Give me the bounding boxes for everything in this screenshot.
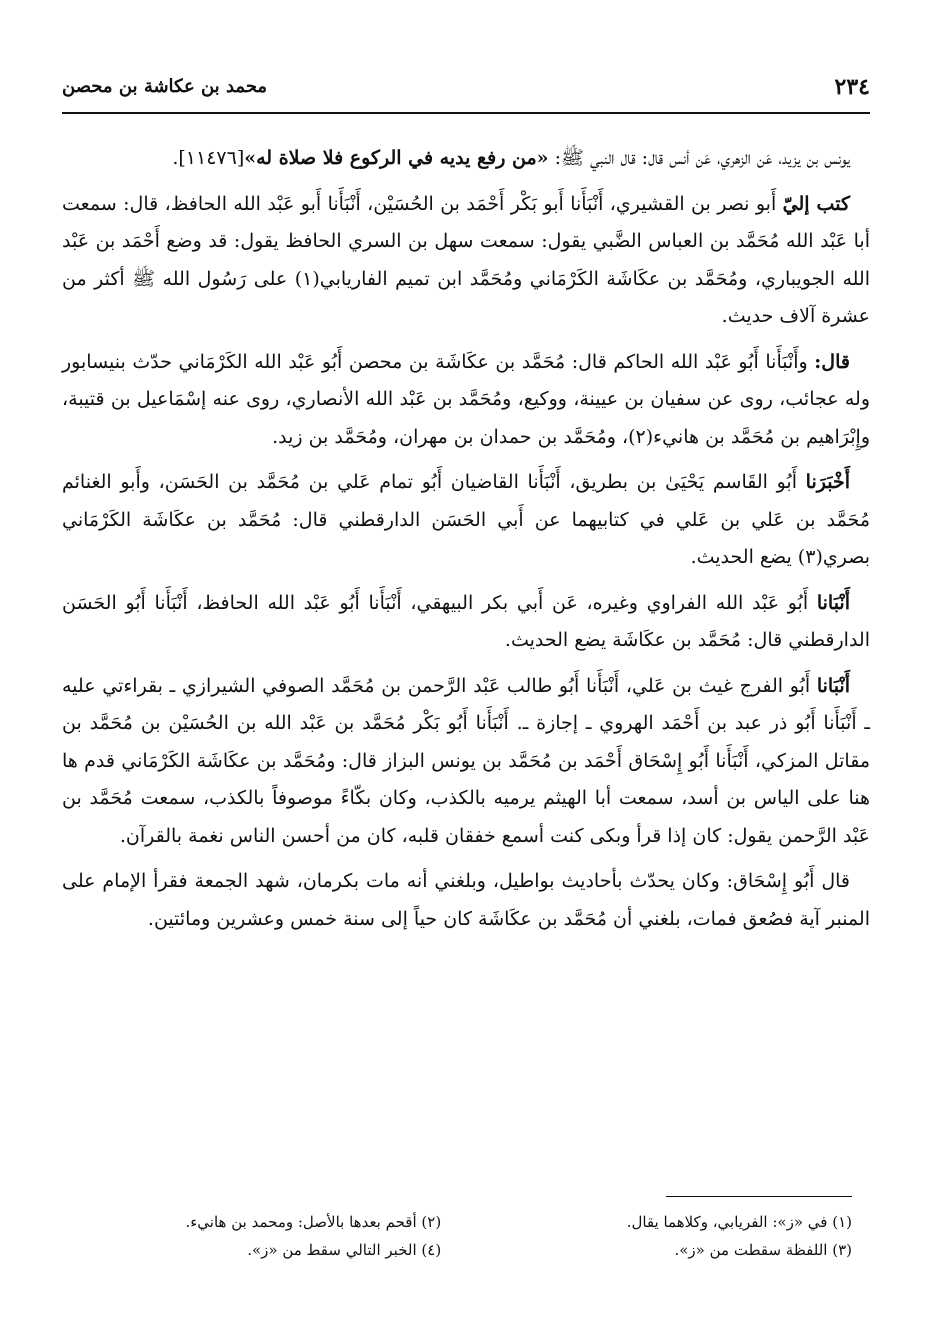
paragraph-text: أَبُو القَاسم يَحْيَىٰ بن بطريق، أَنْبَأَنا القاضيان أَبُو تمام عَلي بن مُحَمَّد بن الحَسَن، وأَبو الغنائم مُحَمَّد بن عَلي بن عَلي في كتابيهما عن أَبي الحَسَن الدارقطني قال: مُحَمَّد بن عكَاشَة الكَرْمَاني بصري(٣) يضع الحديث. [62, 471, 870, 568]
paragraph [62, 668, 870, 856]
paragraph-text: أَبُو عَبْد الله الفراوي وغيره، عَن أَبي بكر البيهقي، أَنْبَأَنا أَبُو عَبْد الله الحافظ، أَنْبَأَنا أَبُو الحَسَن الدارقطني قال: مُحَمَّد بن عكَاشَة يضع الحديث. [62, 591, 870, 651]
footnote-rule [666, 1196, 852, 1197]
paragraph [62, 863, 870, 938]
paragraph-lead: قال: [814, 350, 850, 373]
footnote-item [473, 1236, 852, 1264]
page-header [62, 74, 870, 110]
paragraph-lead: كتب إليّ [782, 192, 850, 215]
footnote-item [62, 1236, 441, 1264]
footnote-row [62, 1208, 852, 1236]
footnote-number: (٤) [421, 1241, 442, 1259]
paragraph [62, 186, 870, 336]
footnote-number: (٣) [832, 1241, 852, 1259]
main-text [62, 140, 870, 946]
footnote-number: (١) [832, 1213, 852, 1231]
paragraph-lead: أَخْبَرَنا [805, 471, 850, 493]
running-title: محمد بن عكاشة بن محصن [62, 76, 268, 97]
footnote-item [473, 1208, 852, 1236]
footnote-row [62, 1236, 852, 1264]
paragraph-text: أَبو نصر بن القشيري، أَنْبَأَنا أَبو بَكْر أَحْمَد بن الحُسَيْن، أَنْبَأَنا أَبو عَبْد الله الحافظ، قال: سمعت أبا عَبْد الله مُحَمَّد بن العباس الضَّبي يقول: سمعت سهل بن السري الحافظ يقول: قد وضع أَحْمَد بن عَبْد الله الجويباري، ومُحَمَّد بن عكَاشَة الكَرْمَاني ومُحَمَّد ابن تميم الفاريابي(١) على رَسُول الله ﷺ أكثر من عشرة آلاف حديث. [62, 192, 870, 327]
header-rule [62, 112, 870, 114]
footnotes [62, 1208, 852, 1264]
footnote-text: اللفظة سقطت من «ز». [674, 1241, 828, 1259]
footnote-number: (٢) [421, 1213, 442, 1231]
paragraph-lead: أَنْبَانا [816, 591, 850, 614]
paragraph [62, 344, 870, 457]
footnote-item [62, 1208, 441, 1236]
paragraph [62, 585, 870, 660]
paragraph [62, 464, 870, 577]
paragraph-text: وأَنْبَأَنا أَبُو عَبْد الله الحاكم قال: مُحَمَّد بن عكَاشَة بن محصن أَبُو عَبْد الله الكَرْمَاني حدّث بنيسابور وله عجائب، روى عن سفيان بن عيينة، ووكيع، ومُحَمَّد بن عَبْد الله الأنصاري، روى عنه إسْمَاعيل بن قتيبة، وإِبْرَاهيم بن مُحَمَّد بن هانيء(٢)، ومُحَمَّد بن حمدان بن مهران، ومُحَمَّد بن زيد. [62, 350, 870, 448]
paragraph-lead: أَنْبَانا [816, 674, 850, 697]
footnote-text: الخبر التالي سقط من «ز». [247, 1241, 417, 1259]
paragraph-text: أَبُو الفرج غيث بن عَلي، أَنْبَأَنا أَبُو طالب عَبْد الرَّحمن بن مُحَمَّد الصوفي الشيرازي ـ بقراءتي عليه ـ أَنْبَأَنا أَبُو ذر عبد بن أَحْمَد الهروي ـ إجازة ـ. أَنْبَأَنا أَبُو بَكْر مُحَمَّد بن عَبْد الله بن الحُسَيْن بن مُحَمَّد بن مقاتل المزكي، أَنْبَأَنا أَبُو إِسْحَاق أَحْمَد بن مُحَمَّد بن يونس البزاز قال: ومُحَمَّد بن عكَاشَة الكَرْمَاني قدم ها هنا على الياس بن أسد، سمعت أبا الهيثم يرميه بالكذب، وكان بكّاءً موصوفاً بالكذب، سمعت مُحَمَّد بن عَبْد الرَّحمن يقول: كان إذا قرأ وبكى كنت أسمع خفقان قلبه، كان من أحسن الناس نغمة بالقرآن. [62, 674, 870, 847]
paragraph [62, 140, 870, 178]
paragraph-text: قال أَبُو إِسْحَاق: وكان يحدّث بأحاديث بواطيل، وبلغني أنه مات بكرمان، شهد الجمعة فقرأ الإمام على المنبر آية فصُعق فمات، بلغني أن مُحَمَّد بن عكَاشَة كان حياً إلى سنة خمس وعشرين ومائتين. [62, 870, 870, 930]
footnote-text: في «ز»: الفريابي، وكلاهما يقال. [626, 1213, 828, 1231]
footnote-text: أقحم بعدها بالأصل: ومحمد بن هانيء. [185, 1213, 417, 1231]
paragraph-text: يونس بن يزيد، عَن الزهري، عَن أنس قال: قال النبي ﷺ: [548, 147, 850, 169]
hadith-reference: [١١٤٧٦]. [172, 147, 245, 169]
page-number: ٢٣٤ [834, 74, 870, 100]
hadith-quote: «من رفع يديه في الركوع فلا صلاة له» [244, 147, 549, 169]
